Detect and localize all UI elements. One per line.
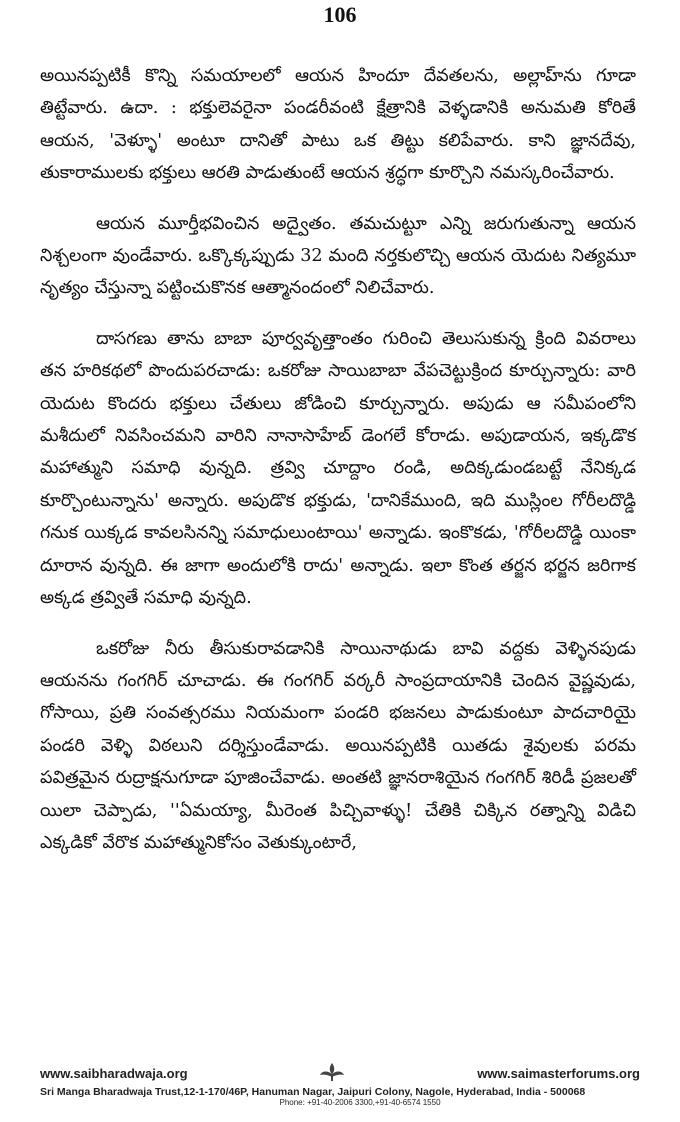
page-body	[40, 60, 636, 859]
paragraph-2: ఆయన మూర్తీభవించిన అద్వైతం. తమచుట్టూ ఎన్ని జరుగుతున్నా ఆయన నిశ్చలంగా వుండేవారు. ఒక్కొక్కప్పుడు 32 మంది నర్తకులొచ్చి ఆయన యెదుట నిత్యమూ నృత్యం చేస్తున్నా పట్టించుకొనక ఆత్మానందంలో నిలిచేవారు.	[40, 213, 636, 299]
page-footer	[40, 1062, 640, 1107]
footer-right-link[interactable]: www.saimasterforums.org	[477, 1066, 640, 1081]
footer-address: Sri Manga Bharadwaja Trust,12-1-170/46P, Hanuman Nagar, Jaipuri Colony, Nagole, Hyderabad, India - 500068	[40, 1086, 586, 1098]
footer-phone: Phone: +91-40-2006 3300,+91-40-6574 1550	[279, 1098, 441, 1107]
fleur-emblem-icon	[319, 1062, 345, 1085]
page-number: 106	[323, 2, 357, 27]
footer-left-link[interactable]: www.saibharadwaja.org	[40, 1066, 188, 1081]
paragraph-1: అయినప్పటికీ కొన్ని సమయాలలో ఆయన హిందూ దేవతలను, అల్లాహ్‌ను గూడా తిట్టేవారు. ఉదా. : భక్తులెవరైనా పండరీవంటి క్షేత్రానికి వెళ్ళడానికి అనుమతి కోరితే ఆయన, 'వెళ్ళూ' అంటూ దానితో పాటు ఒక తిట్టు కలిపేవారు. కాని జ్ఞానదేవు, తుకారాములకు భక్తులు ఆరతి పాడుతుంటే ఆయన శ్రద్ధగా కూర్చొని నమస్కరించేవారు.	[40, 66, 636, 184]
paragraph-3: దాసగణు తాను బాబా పూర్వవృత్తాంతం గురించి తెలుసుకున్న క్రింది వివరాలు తన హరికథలో పొందుపరచాడు: ఒకరోజు సాయిబాబా వేపచెట్టుక్రింద కూర్చున్నారు: వారి యెదుట కొందరు భక్తులు చేతులు జోడించి కూర్చున్నారు. అపుడు ఆ సమీపంలోని మశీదులో నివసించమని వారిని నానాసాహేబ్ డెంగలే కోరాడు. అపుడాయన, ఇక్కడొక మహాత్ముని సమాధి వున్నది. త్రవ్వి చూద్దాం రండి, అదిక్కడుండబట్టే నేనిక్కడ కూర్చొంటున్నాను' అన్నారు. అపుడొక భక్తుడు, 'దానికేముంది, ఇది ముస్లింల గోరీలదొడ్డి గనుక యిక్కడ కావలసినన్ని సమాధులుంటాయి' అన్నాడు. ఇంకొకడు, 'గోరీలదొడ్డి యింకా దూరాన వున్నది. ఈ జాగా అందులోకి రాదు' అన్నాడు. ఇలా కొంత తర్జన భర్జన జరిగాక అక్కడ త్రవ్వితే సమాధి వున్నది.	[40, 328, 636, 609]
paragraph-4: ఒకరోజు నీరు తీసుకురావడానికి సాయినాథుడు బావి వద్దకు వెళ్ళినపుడు ఆయనను గంగగిర్ చూచాడు. ఈ గంగగిర్ వర్కరీ సాంప్రదాయానికి చెందిన వైష్ణవుడు, గోసాయి, ప్రతి సంవత్సరము నియమంగా పండరి భజనలు పాడుకుంటూ పాదచారియై పండరి వెళ్ళి విఠలుని దర్శిస్తుండేవాడు. అయినప్పటికి యితడు శైవులకు పరమ పవిత్రమైన రుద్రాక్షనుగూడా పూజించేవాడు. అంతటి జ్ఞానరాశియైన గంగగిర్ శిరిడీ ప్రజలతో యిలా చెప్పాడు, ''ఏమయ్యా, మీరెంత పిచ్చివాళ్ళు! చేతికి చిక్కిన రత్నాన్ని విడిచి ఎక్కడికో వేరొక మహాత్మునికోసం వెతుక్కుంటారే,	[40, 638, 636, 853]
